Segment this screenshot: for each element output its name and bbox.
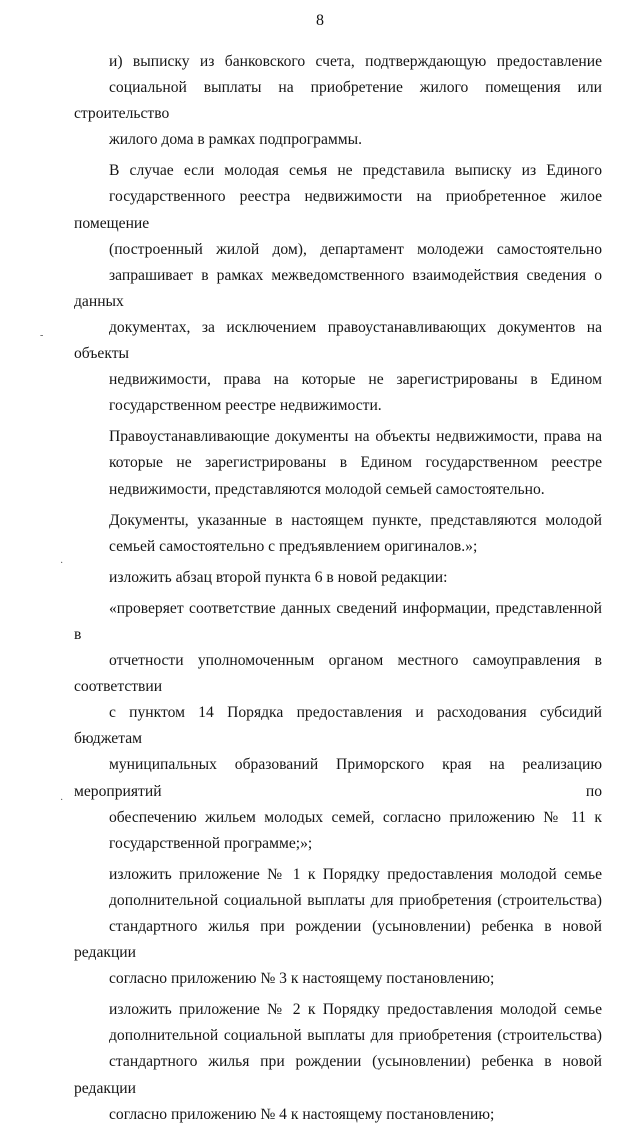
text-line: Правоустанавливающие документы на объекты недвижимости, права на [109,428,602,446]
text-line: недвижимости, представляются молодой семьей самостоятельно. [109,480,545,498]
page-number: 8 [316,12,324,29]
margin-dot: · [60,795,64,806]
text-line: государственного реестра недвижимости на приобретенное жилое помещение [74,188,602,232]
text-line: «проверяет соответствие данных сведений информации, представленной в [74,599,602,643]
text-line: обеспечению жильем молодых семей, согласно приложению № 11 к [109,808,602,826]
document-body [74,49,602,1133]
text-line: согласно приложению № 3 к настоящему постановлению; [109,970,495,988]
text-line: государственном реестре недвижимости. [109,397,382,415]
paragraph-originals [74,508,602,560]
text-line: государственной программе;»; [109,834,313,852]
text-line: недвижимости, права на которые не зарегистрированы в Едином [109,371,602,389]
text-line: стандартного жилья при рождении (усыновлении) ребенка в новой редакции [74,918,602,962]
text-line: которые не зарегистрированы в Едином государственном реестре [109,454,602,472]
margin-dot: - [40,330,44,341]
text-line: социальной выплаты на приобретение жилого помещения или строительство [74,79,602,123]
text-line: изложить абзац второй пункта 6 в новой редакции: [109,568,448,586]
text-line: согласно приложению № 4 к настоящему постановлению; [109,1105,495,1123]
text-line: (построенный жилой дом), департамент молодежи самостоятельно [109,240,602,258]
text-line: с пунктом 14 Порядка предоставления и расходования субсидий бюджетам [74,704,602,748]
text-line: изложить приложение № 2 к Порядку предоставления молодой семье [109,1001,602,1019]
text-line: отчетности уполномоченным органом местного самоуправления в соответствии [74,652,602,696]
paragraph-new-wording [74,596,602,857]
text-line: документах, за исключением правоустанавливающих документов на объекты [74,318,602,363]
text-line: и) выписку из банковского счета, подтверждающую предоставление [109,53,602,70]
text-line: Документы, указанные в настоящем пункте, представляются молодой [109,511,602,529]
paragraph-title-documents [74,424,602,502]
text-line: изложить приложение № 1 к Порядку предоставления молодой семье [109,865,602,883]
text-line: дополнительной социальной выплаты для приобретения (строительства) [109,891,602,909]
text-line: муниципальных образований Приморского края на реализацию мероприятий по [74,756,602,800]
text-line: В случае если молодая семья не представила выписку из Единого [109,162,602,180]
paragraph-appendix-2 [74,997,602,1127]
margin-dot: · [60,558,64,569]
paragraph-bank-statement [74,49,602,153]
text-line: семьей самостоятельно с предъявлением оригиналов.»; [109,537,478,555]
paragraph-appendix-1 [74,862,602,992]
paragraph-registry-extract [74,158,602,419]
text-line: дополнительной социальной выплаты для приобретения (строительства) [109,1027,602,1045]
paragraph-amend-point-6 [74,565,602,591]
text-line: жилого дома в рамках подпрограммы. [109,131,363,149]
text-line: стандартного жилья при рождении (усыновлении) ребенка в новой редакции [74,1053,602,1097]
text-line: запрашивает в рамках межведомственного взаимодействия сведения о данных [74,266,602,310]
